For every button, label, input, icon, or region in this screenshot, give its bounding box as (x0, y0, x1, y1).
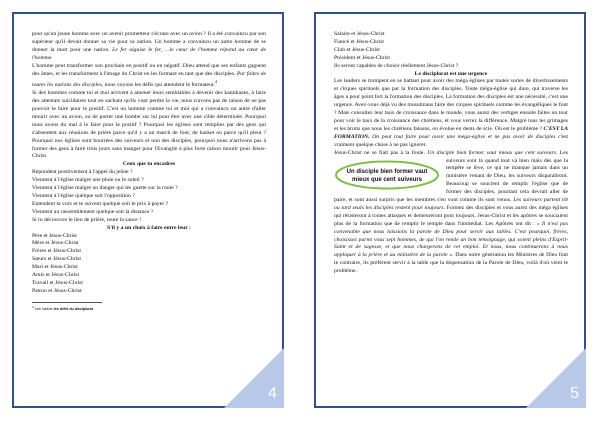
left-page (3, 3, 295, 419)
list-item: Frères et Jésus-Christ (32, 248, 81, 255)
callout-box (334, 160, 440, 190)
list-item: Viennent à l'église malgré une pluie ou le soleil ? (32, 177, 144, 184)
right-page-content (334, 31, 568, 276)
list-item: Père et Jésus-Christ (32, 232, 77, 239)
footnote: $^4$ Voir l'article les défis du disciplorat (32, 304, 93, 311)
list-item: Salaire et Jésus-Christ (334, 31, 385, 37)
paragraph: Si des hommes comme toi et moi arrivent à amener leurs semblables à devenir des kamikazes, à faire des attentats suicidaires tout en sachant qu'ils vont perdre la vie, nous n'avons pas de raison de ne pas pouvoir le faire pour le positif. C'est un homme comme toi et moi qui a convaincu un autre d'aller mourir avec un avion, ou de porter une bombe sur lui pour être avec une cible déterminée. Pourquoi nous avons du mal à le faire pour le positif ? Pourquoi les églises sont remplies par des gens qui s'absentent aux réunions de prière parce qu'il y a un match de foot, de basket ou parce qu'il pleut ? Pourquoi nos églises sont bourrées des suiveurs et non des disciples, pourquoi nous n'arrivons pas à former des gens à faire trois jours sans manger pour l'Evangile à plus forte raison mourir pour Jésus-Christ. (32, 90, 266, 160)
section-heading: S'il y a un choix à faire entre leur : (107, 224, 191, 231)
footnote-rule (32, 302, 102, 303)
list-item: Viennent au rassemblement quelque soit la distance ? (32, 208, 154, 215)
paragraph: Jésus-Christ ne se fiait pas à la foule. Un disciple bien former vaut mieux que cent suiveurs. Un disciple bien former vaut mieux que cent suiveurs Les suiveurs sont là quand tout va bien mais dès que la tempête se lève, ce qui ne manque jamais dans un ministère venant de Dieu, les suiveurs disparaîtront. Beaucoup se soucient de remplir l'église que de former des disciples, pourtant cela devrait aller de paire, et sont aussi surpris que les membres s'en vont comme ils sont venus. Les suiveurs partent tôt ou tard seuls les disciples restent pour toujours. Formez des disciples et vous aurez des méga églises qui résisteront à toutes attaques et demeureront pour toujours. Jésus-Christ et les apôtres se souciaient plus de la formation que de remplir le temple dans l'immédiat. Les Apôtres ont dit : « Il n'est pas convenable que nous laissions la parole de Dieu pour servir aux tables. C'est pourquoi, frères, choisissez parmi vous sept hommes, de qui l'on rende un bon témoignage, qui soient pleins d'Esprit-Saint et de sagesse, et que nous chargerons de cet emploi. Et nous, nous continuerons à nous appliquer à la prière et au ministère de la parole ». Dans notre génération les Ministres de Dieu font le contraire, ils préfèrent servir à la table que la dispensation de la Parole de Dieu, voilà d'où vient le problème. (334, 149, 569, 275)
paragraph: pour qu'un jeune homme avec un avenir prometteur s'écrase avec un avion ? Il a été convaincu par son supérieur qu'il devait donner sa vie pour sa nation. Un homme a convaincu un autre homme de se donner la mort pour une nation. Le fer aiguise le fer, …le cœur de l'homme répond au cœur de l'homme. (32, 31, 266, 61)
list-item: Sœurs et Jésus-Christ (32, 256, 81, 263)
list-item: Si tu découvres le lieu de prière, toute la sauce ! (32, 216, 142, 223)
left-page-content (32, 31, 266, 312)
list-item: Travail et Jésus-Christ (32, 279, 83, 286)
list-item: Club et Jésus-Christ (334, 46, 380, 53)
section-heading: Ceux que tu encadres (122, 161, 176, 168)
paragraph: Les leaders se trompent en se battant pour avoir des méga églises par toutes sortes de divertissements et cirques spirituels que par la formation des disciples. Toute méga-église qui dure, qui traverse les âges a pour point fort la formation des disciples. La formation des disciples est une nécessité, c'est une urgence. Avez-vous déjà vu des musulmans faire des cirques spirituels comme les évangéliques le font ? Mais consultez leur taux de croissance dans le monde, vous aurez des vertiges ensuite faites un tour pour voir le taux de la croissance des chrétiens, et vous verrez la différence. Malgré tous les grimages et les bruits que nous les chrétiens faisons, on évolue en dents de scie. Où est le problème ? C'EST LA FORMATION. On peut tout faire pour avoir une méga-église et ne pas avoir de disciples c'est vraiment quelque chose à ne pas ignorer. (334, 78, 569, 148)
page-number: 4 (268, 385, 277, 402)
list-item: Viennent à l'église quelque soit l'opposition ? (32, 193, 135, 200)
list-item: Entendent ta voix et te suivent quelque soit le prix à payer ? (32, 200, 169, 207)
list-item: Président et Jésus-Christ (334, 54, 390, 61)
list-item: Amis et Jésus-Christ (32, 272, 80, 279)
right-page (305, 3, 597, 419)
list-item: Mari et Jésus-Christ (32, 264, 78, 271)
list-item: Mère et Jésus-Christ (32, 240, 79, 247)
callout-text: Un disciple bien former vaut mieux que cent suiveurs (346, 168, 428, 183)
section-heading: Le disciplorat est une urgence (414, 70, 488, 77)
list-item: Répondent positivement à l'appel du jeûne ? (32, 169, 133, 176)
paragraph: L'homme peut transformer son prochain en positif ou en négatif. Dieu attend que ses enfants gagnent des âmes, et les transforment à l'image du Christ en les formant en tant que des disciples. Par faites de toutes les nations des disciples, nous voyons les défis qui attendent le formateur.$^4$ (32, 62, 267, 89)
question-line: Ils seront capables de choisir réellement Jésus-Christ ? (334, 62, 459, 69)
list-item: Patron et Jésus-Christ (32, 287, 82, 294)
list-item: Fiancé et Jésus-Christ (334, 38, 384, 45)
list-item: Viennent à l'église malgré un danger qui les guette sur la route ? (32, 185, 178, 192)
page-number: 5 (570, 385, 579, 402)
